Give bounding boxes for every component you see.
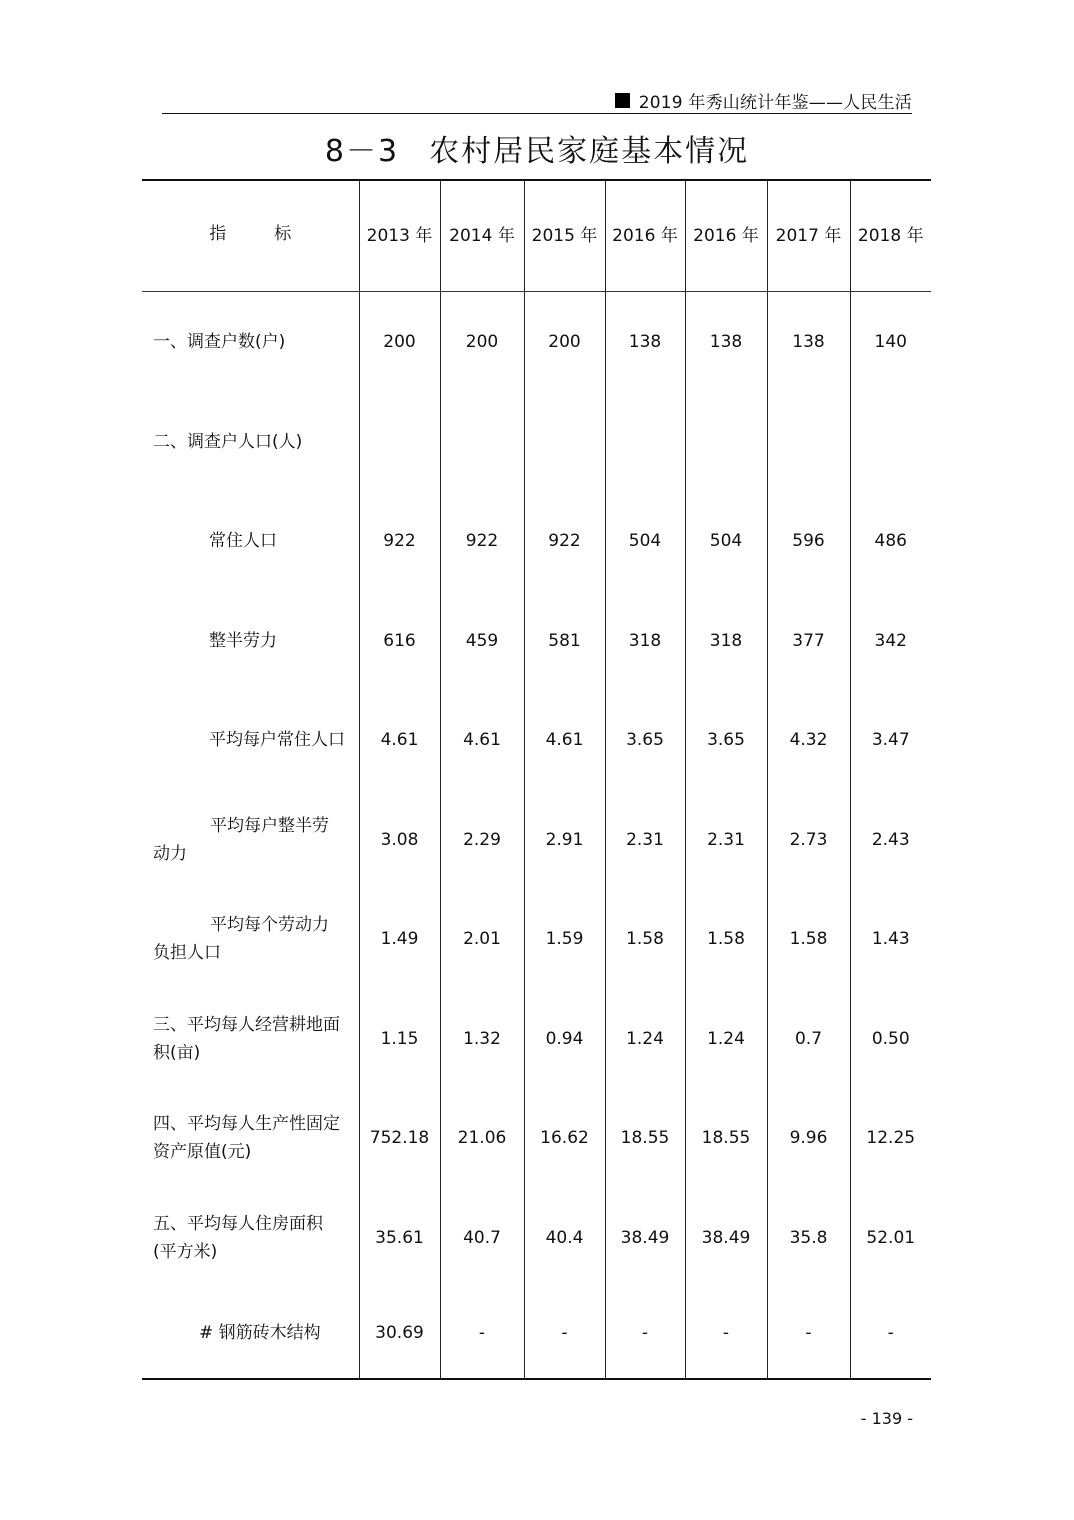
black-square-icon — [615, 93, 630, 108]
table-cell: 3.65 — [605, 691, 685, 791]
table-cell: 2.31 — [605, 790, 685, 890]
table-cell: 616 — [359, 591, 440, 691]
table-cell: 2.91 — [524, 790, 605, 890]
table-row — [142, 989, 931, 1089]
table-cell: 2.31 — [685, 790, 767, 890]
year-header: 2014 年 — [440, 180, 524, 291]
table-title: 农村居民家庭基本情况 — [429, 134, 750, 169]
table-cell: 1.58 — [767, 890, 850, 990]
table-cell: 1.58 — [685, 890, 767, 990]
page-number: - 139 - — [860, 1409, 913, 1428]
table-row — [142, 691, 931, 791]
table-cell — [524, 392, 605, 492]
table-cell: 4.61 — [440, 691, 524, 791]
table-cell: 200 — [359, 291, 440, 392]
header-rule — [162, 113, 912, 114]
table-cell: - — [605, 1288, 685, 1379]
table-cell: 21.06 — [440, 1089, 524, 1189]
table-row — [142, 1188, 931, 1288]
table-row — [142, 392, 931, 492]
table-cell: 504 — [685, 492, 767, 592]
table-cell: 4.61 — [524, 691, 605, 791]
table-cell: 16.62 — [524, 1089, 605, 1189]
row-label: 五、平均每人住房面积(平方米) — [153, 1213, 323, 1262]
table-cell: 38.49 — [685, 1188, 767, 1288]
table-cell: 2.29 — [440, 790, 524, 890]
table-cell: 581 — [524, 591, 605, 691]
statistics-table — [142, 179, 931, 1380]
table-row — [142, 790, 931, 890]
table-cell: 138 — [685, 291, 767, 392]
table-cell: 138 — [605, 291, 685, 392]
row-label: 一、调查户数(户) — [153, 331, 286, 352]
table-cell: 3.08 — [359, 790, 440, 890]
year-header: 2018 年 — [850, 180, 931, 291]
table-cell: 1.58 — [605, 890, 685, 990]
table-cell — [767, 392, 850, 492]
table-cell: 38.49 — [605, 1188, 685, 1288]
table-row — [142, 291, 931, 392]
table-cell: - — [524, 1288, 605, 1379]
table-cell: 18.55 — [685, 1089, 767, 1189]
year-header: 2015 年 — [524, 180, 605, 291]
table-cell: 4.61 — [359, 691, 440, 791]
table-cell — [440, 392, 524, 492]
row-label: 二、调查户人口(人) — [153, 431, 303, 452]
table-cell: 342 — [850, 591, 931, 691]
table-cell: 52.01 — [850, 1188, 931, 1288]
table-cell: 1.15 — [359, 989, 440, 1089]
row-label: 整半劳力 — [209, 630, 277, 651]
table-cell: 752.18 — [359, 1089, 440, 1189]
table-cell: 1.59 — [524, 890, 605, 990]
table-row — [142, 492, 931, 592]
table-cell: 318 — [605, 591, 685, 691]
table-row — [142, 1089, 931, 1189]
table-cell: 0.94 — [524, 989, 605, 1089]
table-cell: 2.73 — [767, 790, 850, 890]
table-cell: 922 — [440, 492, 524, 592]
table-header-row — [142, 180, 931, 291]
table-cell: 0.50 — [850, 989, 931, 1089]
table-cell: 1.49 — [359, 890, 440, 990]
table-cell: - — [767, 1288, 850, 1379]
table-cell — [359, 392, 440, 492]
table-cell — [685, 392, 767, 492]
table-cell: 138 — [767, 291, 850, 392]
year-header: 2013 年 — [359, 180, 440, 291]
table-cell: - — [440, 1288, 524, 1379]
table-cell: 377 — [767, 591, 850, 691]
table-cell: 1.32 — [440, 989, 524, 1089]
table-cell: 9.96 — [767, 1089, 850, 1189]
table-cell: 4.32 — [767, 691, 850, 791]
table-cell: 1.43 — [850, 890, 931, 990]
page-title — [0, 126, 1074, 170]
table-row — [142, 591, 931, 691]
row-label: # 钢筋砖木结构 — [199, 1322, 321, 1343]
row-label: 平均每个劳动力 负担人口 — [153, 915, 329, 964]
table-cell: 1.24 — [685, 989, 767, 1089]
table-cell: 2.43 — [850, 790, 931, 890]
table-cell: - — [685, 1288, 767, 1379]
row-label: 四、平均每人生产性固定资产原值(元) — [153, 1114, 340, 1163]
table-cell: 200 — [440, 291, 524, 392]
table-cell — [850, 392, 931, 492]
table-cell: 30.69 — [359, 1288, 440, 1379]
row-label: 平均每户常住人口 — [209, 730, 345, 751]
year-header: 2016 年 — [605, 180, 685, 291]
table-cell: 12.25 — [850, 1089, 931, 1189]
row-label: 常住人口 — [209, 531, 277, 552]
table-cell: 200 — [524, 291, 605, 392]
table-cell: 596 — [767, 492, 850, 592]
table-cell: 3.65 — [685, 691, 767, 791]
year-header: 2016 年 — [685, 180, 767, 291]
table-cell: 459 — [440, 591, 524, 691]
table-row — [142, 890, 931, 990]
running-header — [615, 88, 912, 113]
table-cell: 486 — [850, 492, 931, 592]
table-cell: 35.8 — [767, 1188, 850, 1288]
table-cell: 18.55 — [605, 1089, 685, 1189]
table-cell: 140 — [850, 291, 931, 392]
table-cell: 922 — [524, 492, 605, 592]
year-header: 2017 年 — [767, 180, 850, 291]
table-cell: 0.7 — [767, 989, 850, 1089]
table-row — [142, 1288, 931, 1379]
row-label: 三、平均每人经营耕地面积(亩) — [153, 1014, 340, 1063]
table-cell: 3.47 — [850, 691, 931, 791]
table-cell: 2.01 — [440, 890, 524, 990]
table-cell — [605, 392, 685, 492]
table-number: 8－3 — [324, 134, 400, 169]
table-cell: 504 — [605, 492, 685, 592]
row-label: 平均每户整半劳 动力 — [153, 815, 329, 864]
table-cell: 35.61 — [359, 1188, 440, 1288]
table-cell: 318 — [685, 591, 767, 691]
table-cell: - — [850, 1288, 931, 1379]
indicator-header: 指标 — [209, 223, 340, 244]
table-cell: 40.7 — [440, 1188, 524, 1288]
running-header-text: 2019 年秀山统计年鉴——人民生活 — [638, 93, 912, 113]
table-cell: 922 — [359, 492, 440, 592]
table-cell: 40.4 — [524, 1188, 605, 1288]
table-cell: 1.24 — [605, 989, 685, 1089]
